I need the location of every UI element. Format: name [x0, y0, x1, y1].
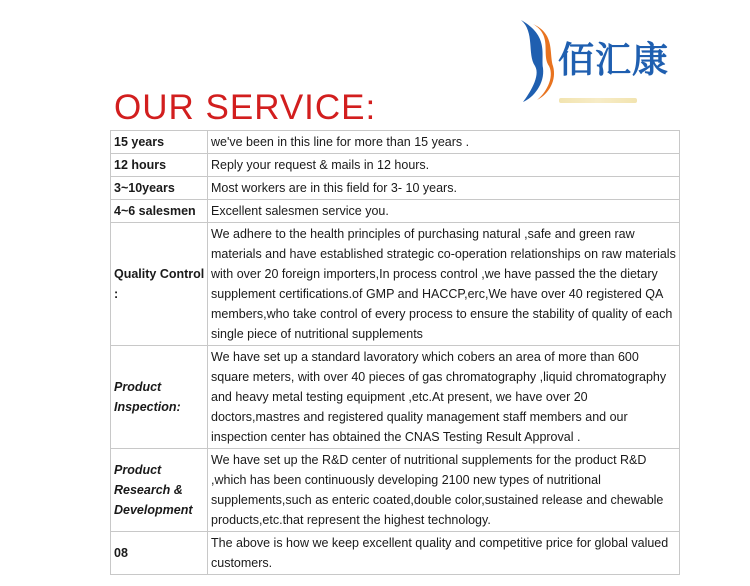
row-key: 3~10years: [111, 177, 208, 200]
logo-mark-icon: [515, 14, 557, 106]
table-row: [111, 223, 680, 346]
page-title: OUR SERVICE:: [114, 88, 377, 127]
row-key: Product Research & Development: [111, 449, 208, 532]
company-logo: [515, 14, 670, 106]
table-row: [111, 131, 680, 154]
row-key: Product Inspection:: [111, 346, 208, 449]
row-key: 15 years: [111, 131, 208, 154]
row-value: Excellent salesmen service you.: [208, 200, 680, 223]
table-row: [111, 177, 680, 200]
row-key: 08: [111, 532, 208, 575]
table-row: [111, 532, 680, 575]
service-table: [110, 130, 680, 575]
row-value: Reply your request & mails in 12 hours.: [208, 154, 680, 177]
logo-underline: [559, 98, 637, 103]
table-row: [111, 449, 680, 532]
logo-text: 佰汇康: [558, 40, 670, 81]
table-row: [111, 154, 680, 177]
row-key: 4~6 salesmen: [111, 200, 208, 223]
row-key: Quality Control :: [111, 223, 208, 346]
row-value: We have set up the R&D center of nutritional supplements for the product R&D ,which has been continuously developing 2100 new types of nutritional supplements,such as enteric coated,double color,sustained release and chewable products,etc.that represent the highest technology.: [208, 449, 680, 532]
row-key: 12 hours: [111, 154, 208, 177]
table-row: [111, 346, 680, 449]
row-value: We have set up a standard lavoratory which cobers an area of more than 600 square meters, with over 40 pieces of gas chromatography ,liquid chromatography and heavy metal testing equipment ,etc.At present, we have over 20 doctors,mastres and registered quality management staff members and our inspection center has obtained the CNAS Testing Result Approval .: [208, 346, 680, 449]
row-value: The above is how we keep excellent quality and competitive price for global valued customers.: [208, 532, 680, 575]
row-value: we've been in this line for more than 15 years .: [208, 131, 680, 154]
table-row: [111, 200, 680, 223]
row-value: Most workers are in this field for 3- 10 years.: [208, 177, 680, 200]
row-value: We adhere to the health principles of purchasing natural ,safe and green raw materials and have established strategic co-operation relationships on raw materials with over 20 foreign importers,In process control ,we have passed the the dietary supplement certifications.of GMP and HACCP,erc,We have over 40 registered QA members,who take control of every process to ensure the stability of quality of each single piece of nutritional supplements: [208, 223, 680, 346]
